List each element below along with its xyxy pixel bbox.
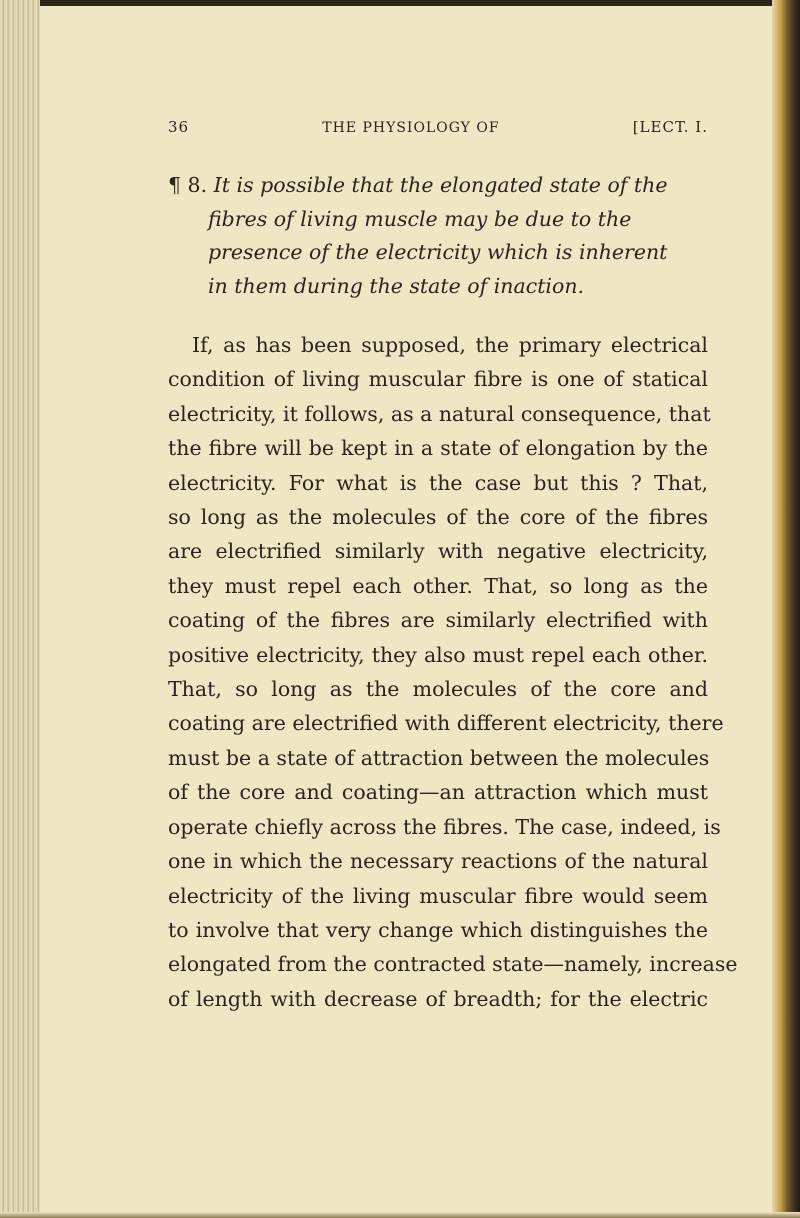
- text-line: they must repel each other. That, so long as the: [168, 573, 708, 598]
- text-line: condition of living muscular fibre is one of statical: [168, 367, 708, 392]
- section-label: [LECT. I.: [632, 118, 708, 136]
- proposition-text: presence of the electricity which is inherent: [208, 240, 668, 264]
- text-line: positive electricity, they also must repel each other.: [168, 642, 708, 667]
- proposition-text: fibres of living muscle may be due to the: [208, 206, 632, 231]
- paragraph-marker: ¶ 8.: [168, 173, 208, 197]
- proposition-text: in them during the state of inaction.: [208, 273, 585, 298]
- proposition-text: It is possible that the elongated state of the: [213, 173, 668, 197]
- proposition: [168, 169, 708, 303]
- page-number: 36: [168, 118, 190, 136]
- text-line: coating are electrified with different electricity, there: [168, 711, 724, 736]
- text-line: so long as the molecules of the core of the fibres: [168, 505, 708, 530]
- text-line: must be a state of attraction between the molecules: [168, 745, 710, 770]
- running-title: THE PHYSIOLOGY OF: [322, 120, 500, 136]
- proposition-line: [168, 203, 708, 237]
- proposition-line: [168, 236, 708, 270]
- text-line: electricity, it follows, as a natural consequence, that: [168, 401, 711, 426]
- book-gutter: [0, 0, 40, 1218]
- text-line: are electrified similarly with negative electricity,: [168, 539, 708, 564]
- text-line: elongated from the contracted state—namely, increase: [168, 952, 738, 977]
- running-head: [168, 118, 708, 144]
- text-line: electricity. For what is the case but this ? That,: [168, 470, 708, 495]
- text-line: If, as has been supposed, the primary electrical: [192, 333, 708, 357]
- text-line: That, so long as the molecules of the core and: [168, 677, 708, 702]
- book-fore-edge: [772, 0, 800, 1218]
- page-top-edge: [0, 0, 800, 6]
- book-page: [168, 118, 738, 1016]
- proposition-line: [168, 169, 708, 203]
- proposition-line: [168, 270, 708, 304]
- text-line: of length with decrease of breadth; for the electric: [168, 986, 708, 1011]
- page-bottom-edge: [0, 1212, 800, 1218]
- body-paragraph: [168, 328, 738, 1016]
- text-line: to involve that very change which distinguishes the: [168, 917, 708, 942]
- text-line: electricity of the living muscular fibre would seem: [168, 883, 708, 908]
- text-line: the fibre will be kept in a state of elongation by the: [168, 436, 708, 461]
- text-line: one in which the necessary reactions of the natural: [168, 849, 708, 874]
- text-line: coating of the fibres are similarly electrified with: [168, 608, 708, 633]
- text-line: operate chiefly across the fibres. The case, indeed, is: [168, 814, 721, 839]
- text-line: of the core and coating—an attraction which must: [168, 780, 708, 805]
